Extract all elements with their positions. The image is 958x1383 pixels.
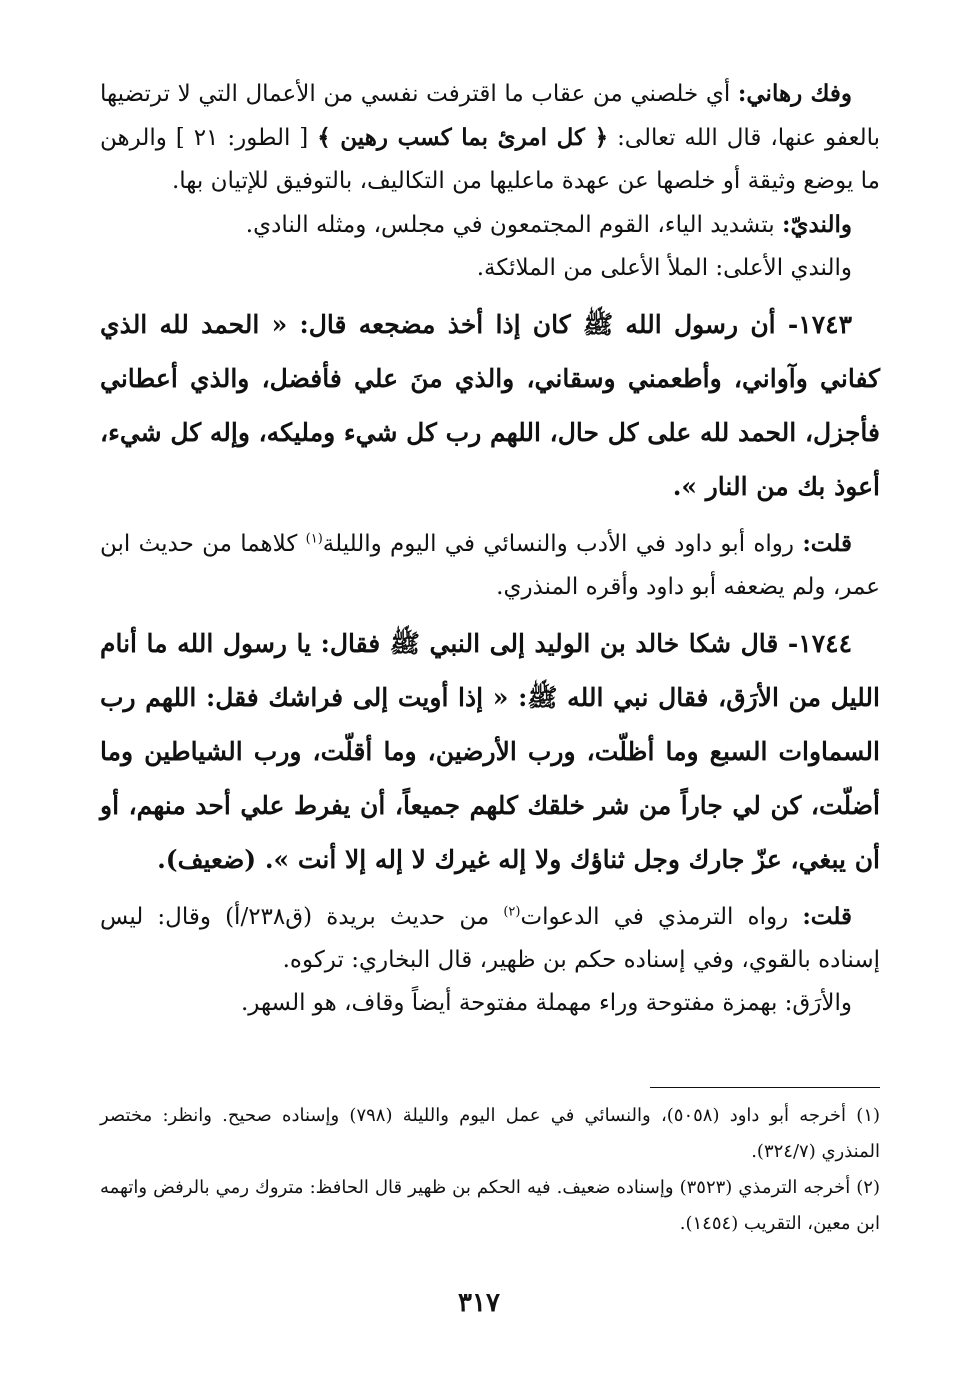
nadiy-definition: بتشديد الياء، القوم المجتمعون في مجلس، ومثله النادي. (245, 212, 775, 238)
definition-text-cont: والرهن ما يوضع وثيقة أو خلصها عن عهدة ماعليها من التكاليف، بالتوفيق للإتيان بها. (100, 125, 880, 194)
araq-definition: والأرَق: بهمزة مفتوحة وراء مهملة مفتوحة أيضاً وقاف، هو السهر. (240, 990, 852, 1016)
footnote-divider (650, 1087, 880, 1088)
paragraph-nadiy-alaala (100, 247, 880, 290)
footnote-ref-2[interactable]: (٢) (503, 904, 521, 920)
qultu-label: قلت: (802, 903, 852, 930)
footnotes (100, 1098, 880, 1242)
paragraph-fak-rihani (100, 72, 880, 203)
verse-reference: [ الطور: ٢١ ] (175, 125, 309, 151)
main-text (100, 72, 880, 1025)
hadith-1744-text: ١٧٤٤- قال شكا خالد بن الوليد إلى النبي ﷺ فقال: يا رسول الله ما أنام الليل من الأرَق، فقال نبي الله ﷺ: « إذا أويت إلى فراشك فقل: اللهم رب السماوات السبع وما أظلّت، ورب الأرضين، وما أقلّت، ورب الشياطين وما أضلّت، كن لي جاراً من شر خلقك كلهم جميعاً، أن يفرط علي أحد منهم، أو أن يبغي، عزّ جارك وجل ثناؤك ولا إله غيرك لا إله إلا أنت ». (ضعيف). (100, 629, 880, 874)
paragraph-nadiy (100, 203, 880, 247)
page-number: ٣١٧ (458, 1288, 500, 1318)
hadith-1743-text: ١٧٤٣- أن رسول الله ﷺ كان إذا أخذ مضجعه قال: « الحمد لله الذي كفاني وآواني، وأطعمني وسقاني، والذي منَ علي فأفضل، والذي أعطاني فأجزل، الحمد لله على كل حال، اللهم رب كل شيء ومليكه، وإله كل شيء، أعوذ بك من النار ». (100, 310, 880, 501)
hadith-1744 (100, 617, 880, 887)
commentary-1743 (100, 522, 880, 609)
quran-verse: ﴿ كل امرئ بما كسب رهين ﴾ (317, 124, 609, 151)
term-nadiy: والنديّ: (781, 211, 852, 238)
footnote-ref-1[interactable]: (١) (305, 531, 323, 547)
nadiy-alaala-text: والندي الأعلى: الملأ الأعلى من الملائكة. (476, 255, 852, 281)
hadith-1743 (100, 298, 880, 514)
paragraph-araq (100, 982, 880, 1025)
commentary-1744 (100, 895, 880, 982)
commentary-text-cont: كلاهما من حديث ابن عمر، ولم يضعفه أبو داود وأقره المنذري. (100, 531, 880, 600)
qultu-label: قلت: (802, 530, 852, 557)
commentary-text: رواه الترمذي في الدعوات (520, 904, 789, 930)
footnote-1: (١) أخرجه أبو داود (٥٠٥٨)، والنسائي في عمل اليوم والليلة (٧٩٨) وإسناده صحيح. وانظر: مختصر المنذري (٣٢٤/٧). (100, 1105, 881, 1162)
footnote-2: (٢) أخرجه الترمذي (٣٥٢٣) وإسناده ضعيف. فيه الحكم بن ظهير قال الحافظ: متروك رمي بالرفض واتهمه ابن معين، التقريب (١٤٥٤). (100, 1177, 880, 1234)
commentary-text: رواه أبو داود في الأدب والنسائي في اليوم والليلة (322, 531, 795, 557)
definition-text: أي خلصني من عقاب ما اقترفت نفسي من الأعمال التي لا ترتضيها بالعفو عنها، قال الله تعالى: (100, 81, 880, 151)
term-fak-rihani: وفك رهاني: (737, 80, 852, 107)
commentary-text-cont: من حديث بريدة (ق٢٣٨/أ) وقال: ليس إسناده بالقوي، وفي إسناده حكم بن ظهير، قال البخاري: تركوه. (100, 904, 880, 973)
